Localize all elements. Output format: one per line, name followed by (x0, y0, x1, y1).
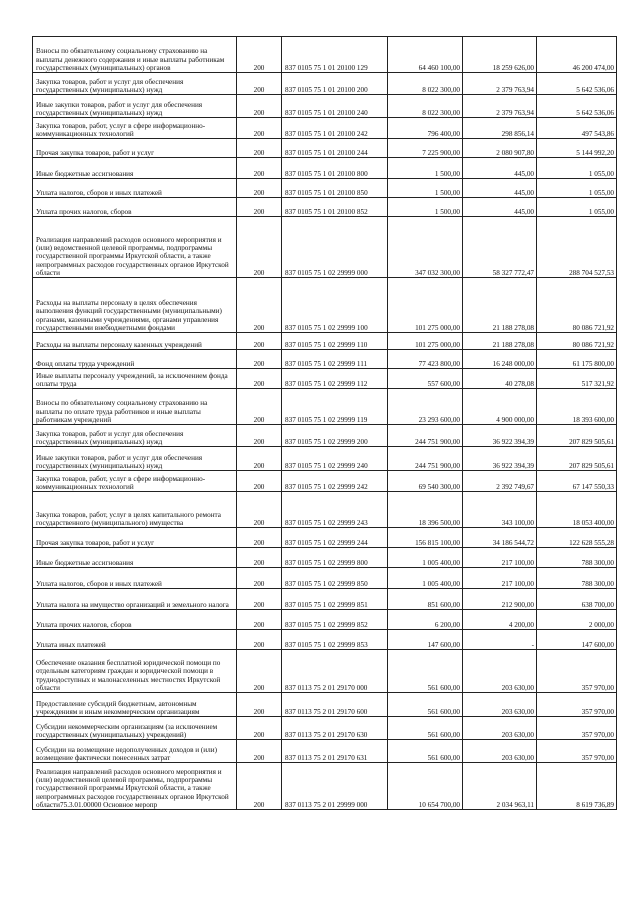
row-executed: 203 630,00 (463, 650, 537, 693)
row-approved: 10 654 700,00 (388, 763, 463, 810)
row-name: Предоставление субсидий бюджетным, автономным учреждениям и иным некоммерческим организациям (33, 693, 237, 717)
row-kbk: 837 0105 75 1 02 29999 853 (282, 630, 388, 650)
row-name: Реализация направлений расходов основного мероприятия и (или) ведомственной целевой программы, подпрограммы государственной программы Иркутской области, а также непрограммных расходов государственных органов Иркутской области (33, 217, 237, 278)
row-executed: 445,00 (463, 198, 537, 217)
table-row (33, 425, 617, 447)
row-name: Субсидии на возмещение недополученных доходов и (или) возмещение фактически понесенных затрат (33, 740, 237, 763)
table-row (33, 158, 617, 179)
row-code: 200 (237, 630, 282, 650)
row-remaining: 80 086 721,92 (537, 278, 617, 333)
row-executed: 21 188 278,08 (463, 333, 537, 350)
table-row (33, 528, 617, 548)
row-approved: 244 751 900,00 (388, 447, 463, 471)
row-executed: 343 100,00 (463, 492, 537, 528)
table-row (33, 548, 617, 568)
row-kbk: 837 0105 75 1 01 20100 800 (282, 158, 388, 179)
row-code: 200 (237, 389, 282, 425)
row-executed: 4 200,00 (463, 610, 537, 630)
row-remaining: 1 055,00 (537, 198, 617, 217)
table-row (33, 693, 617, 717)
table-row (33, 198, 617, 217)
row-code: 200 (237, 548, 282, 568)
row-code: 200 (237, 369, 282, 389)
row-approved: 147 600,00 (388, 630, 463, 650)
row-remaining: 46 200 474,00 (537, 37, 617, 73)
row-name: Расходы на выплаты персоналу в целях обеспечения выполнения функций государственными (муниципальными) органами, казенными учреждениями, органами управления государственными внебюджетными фондами (33, 278, 237, 333)
row-remaining: 788 300,00 (537, 568, 617, 589)
row-kbk: 837 0105 75 1 02 29999 243 (282, 492, 388, 528)
row-code: 200 (237, 528, 282, 548)
row-kbk: 837 0105 75 1 02 29999 112 (282, 369, 388, 389)
row-approved: 69 540 300,00 (388, 471, 463, 492)
row-code: 200 (237, 763, 282, 810)
row-executed: - (463, 630, 537, 650)
row-executed: 217 100,00 (463, 568, 537, 589)
row-approved: 6 200,00 (388, 610, 463, 630)
row-approved: 7 225 900,00 (388, 139, 463, 158)
row-executed: 212 900,00 (463, 589, 537, 610)
row-name: Прочая закупка товаров, работ и услуг (33, 528, 237, 548)
table-row (33, 650, 617, 693)
row-approved: 8 022 300,00 (388, 95, 463, 118)
row-executed: 2 034 963,11 (463, 763, 537, 810)
row-kbk: 837 0105 75 1 02 29999 242 (282, 471, 388, 492)
row-approved: 1 005 400,00 (388, 548, 463, 568)
row-kbk: 837 0105 75 1 01 20100 129 (282, 37, 388, 73)
row-remaining: 18 393 600,00 (537, 389, 617, 425)
row-approved: 1 500,00 (388, 158, 463, 179)
row-remaining: 288 704 527,53 (537, 217, 617, 278)
row-executed: 36 922 394,39 (463, 447, 537, 471)
row-code: 200 (237, 568, 282, 589)
row-remaining: 122 628 555,28 (537, 528, 617, 548)
table-row (33, 139, 617, 158)
row-name: Закупка товаров, работ, услуг в сфере информационно-коммуникационных технологий (33, 118, 237, 139)
row-code: 200 (237, 650, 282, 693)
row-remaining: 207 829 505,61 (537, 425, 617, 447)
table-row (33, 37, 617, 73)
row-kbk: 837 0113 75 2 01 29170 600 (282, 693, 388, 717)
table-row (33, 333, 617, 350)
row-approved: 101 275 000,00 (388, 333, 463, 350)
row-approved: 23 293 600,00 (388, 389, 463, 425)
row-remaining: 357 970,00 (537, 693, 617, 717)
row-code: 200 (237, 492, 282, 528)
table-row (33, 350, 617, 369)
row-code: 200 (237, 139, 282, 158)
row-name: Уплата прочих налогов, сборов (33, 610, 237, 630)
table-row (33, 389, 617, 425)
row-approved: 101 275 000,00 (388, 278, 463, 333)
row-executed: 34 186 544,72 (463, 528, 537, 548)
table-row (33, 492, 617, 528)
row-remaining: 357 970,00 (537, 650, 617, 693)
row-kbk: 837 0105 75 1 01 20100 200 (282, 73, 388, 95)
row-code: 200 (237, 693, 282, 717)
row-name: Обеспечение оказания бесплатной юридической помощи по отдельным категориям граждан и юридической помощи в труднодоступных и малонаселенных местностях Иркутской области (33, 650, 237, 693)
row-name: Уплата налога на имущество организаций и земельного налога (33, 589, 237, 610)
table-row (33, 73, 617, 95)
row-remaining: 80 086 721,92 (537, 333, 617, 350)
row-executed: 203 630,00 (463, 717, 537, 740)
row-code: 200 (237, 471, 282, 492)
row-name: Прочая закупка товаров, работ и услуг (33, 139, 237, 158)
table-row (33, 471, 617, 492)
table-row (33, 610, 617, 630)
row-approved: 18 396 500,00 (388, 492, 463, 528)
row-name: Фонд оплаты труда учреждений (33, 350, 237, 369)
row-code: 200 (237, 447, 282, 471)
row-executed: 18 259 626,00 (463, 37, 537, 73)
row-approved: 347 032 300,00 (388, 217, 463, 278)
row-remaining: 5 642 536,06 (537, 73, 617, 95)
row-executed: 2 379 763,94 (463, 95, 537, 118)
row-name: Реализация направлений расходов основного мероприятия и (или) ведомственной целевой программы, подпрограммы государственной программы Иркутской области, а также непрограммных расходов государственных органов Иркутской области75.3.01.00000 Основное меропр (33, 763, 237, 810)
table-row (33, 568, 617, 589)
row-approved: 156 815 100,00 (388, 528, 463, 548)
row-name: Взносы по обязательному социальному страхованию на выплаты по оплате труда работников и иные выплаты работникам учреждений (33, 389, 237, 425)
row-kbk: 837 0105 75 1 02 29999 851 (282, 589, 388, 610)
row-kbk: 837 0105 75 1 02 29999 100 (282, 278, 388, 333)
row-name: Взносы по обязательному социальному страхованию на выплаты денежного содержания и иные выплаты работникам государственных (муниципальных) органов (33, 37, 237, 73)
row-remaining: 1 055,00 (537, 158, 617, 179)
row-kbk: 837 0105 75 1 02 29999 111 (282, 350, 388, 369)
row-executed: 2 379 763,94 (463, 73, 537, 95)
table-row (33, 717, 617, 740)
row-executed: 16 248 000,00 (463, 350, 537, 369)
row-code: 200 (237, 179, 282, 198)
row-name: Закупка товаров, работ, услуг в сфере информационно-коммуникационных технологий (33, 471, 237, 492)
table-row (33, 763, 617, 810)
row-code: 200 (237, 198, 282, 217)
row-executed: 445,00 (463, 158, 537, 179)
row-executed: 4 900 000,00 (463, 389, 537, 425)
row-name: Расходы на выплаты персоналу казенных учреждений (33, 333, 237, 350)
row-name: Иные закупки товаров, работ и услуг для обеспечения государственных (муниципальных) нужд (33, 95, 237, 118)
row-executed: 203 630,00 (463, 740, 537, 763)
table-row (33, 278, 617, 333)
row-executed: 21 188 278,08 (463, 278, 537, 333)
row-code: 200 (237, 717, 282, 740)
row-name: Иные закупки товаров, работ и услуг для обеспечения государственных (муниципальных) нужд (33, 447, 237, 471)
row-kbk: 837 0113 75 2 01 29170 000 (282, 650, 388, 693)
row-executed: 2 392 749,67 (463, 471, 537, 492)
row-remaining: 67 147 550,33 (537, 471, 617, 492)
row-remaining: 61 175 800,00 (537, 350, 617, 369)
row-remaining: 497 543,86 (537, 118, 617, 139)
table-row (33, 369, 617, 389)
row-code: 200 (237, 118, 282, 139)
row-kbk: 837 0105 75 1 02 29999 244 (282, 528, 388, 548)
row-kbk: 837 0105 75 1 01 20100 852 (282, 198, 388, 217)
row-name: Иные бюджетные ассигнования (33, 548, 237, 568)
row-code: 200 (237, 589, 282, 610)
row-remaining: 1 055,00 (537, 179, 617, 198)
table-row (33, 447, 617, 471)
row-kbk: 837 0105 75 1 02 29999 800 (282, 548, 388, 568)
row-approved: 64 460 100,00 (388, 37, 463, 73)
row-remaining: 147 600,00 (537, 630, 617, 650)
row-remaining: 207 829 505,61 (537, 447, 617, 471)
row-code: 200 (237, 610, 282, 630)
row-remaining: 2 000,00 (537, 610, 617, 630)
row-approved: 1 500,00 (388, 179, 463, 198)
row-code: 200 (237, 425, 282, 447)
row-approved: 1 005 400,00 (388, 568, 463, 589)
row-code: 200 (237, 95, 282, 118)
table-row (33, 118, 617, 139)
row-executed: 445,00 (463, 179, 537, 198)
row-kbk: 837 0105 75 1 02 29999 000 (282, 217, 388, 278)
row-executed: 36 922 394,39 (463, 425, 537, 447)
row-name: Уплата прочих налогов, сборов (33, 198, 237, 217)
row-kbk: 837 0105 75 1 02 29999 119 (282, 389, 388, 425)
row-code: 200 (237, 350, 282, 369)
row-approved: 561 600,00 (388, 717, 463, 740)
row-code: 200 (237, 73, 282, 95)
row-executed: 2 080 907,80 (463, 139, 537, 158)
row-kbk: 837 0113 75 2 01 29170 630 (282, 717, 388, 740)
row-executed: 40 278,08 (463, 369, 537, 389)
row-approved: 1 500,00 (388, 198, 463, 217)
row-kbk: 837 0105 75 1 01 20100 240 (282, 95, 388, 118)
row-remaining: 517 321,92 (537, 369, 617, 389)
row-code: 200 (237, 333, 282, 350)
row-kbk: 837 0105 75 1 01 20100 242 (282, 118, 388, 139)
table-row (33, 630, 617, 650)
row-code: 200 (237, 740, 282, 763)
row-name: Уплата налогов, сборов и иных платежей (33, 179, 237, 198)
row-kbk: 837 0105 75 1 01 20100 850 (282, 179, 388, 198)
row-remaining: 5 642 536,06 (537, 95, 617, 118)
table-row (33, 217, 617, 278)
row-remaining: 5 144 992,20 (537, 139, 617, 158)
row-name: Уплата иных платежей (33, 630, 237, 650)
row-approved: 851 600,00 (388, 589, 463, 610)
row-remaining: 357 970,00 (537, 740, 617, 763)
row-kbk: 837 0105 75 1 01 20100 244 (282, 139, 388, 158)
row-approved: 8 022 300,00 (388, 73, 463, 95)
row-approved: 561 600,00 (388, 650, 463, 693)
row-code: 200 (237, 37, 282, 73)
row-remaining: 788 300,00 (537, 548, 617, 568)
row-name: Уплата налогов, сборов и иных платежей (33, 568, 237, 589)
row-kbk: 837 0105 75 1 02 29999 852 (282, 610, 388, 630)
table-row (33, 589, 617, 610)
row-kbk: 837 0113 75 2 01 29999 000 (282, 763, 388, 810)
row-name: Закупка товаров, работ и услуг для обеспечения государственных (муниципальных) нужд (33, 425, 237, 447)
row-remaining: 357 970,00 (537, 717, 617, 740)
row-code: 200 (237, 217, 282, 278)
row-approved: 244 751 900,00 (388, 425, 463, 447)
row-kbk: 837 0105 75 1 02 29999 240 (282, 447, 388, 471)
row-approved: 796 400,00 (388, 118, 463, 139)
table-row (33, 95, 617, 118)
row-code: 200 (237, 278, 282, 333)
row-kbk: 837 0105 75 1 02 29999 200 (282, 425, 388, 447)
row-approved: 77 423 800,00 (388, 350, 463, 369)
row-name: Закупка товаров, работ, услуг в целях капитального ремонта государственного (муниципального) имущества (33, 492, 237, 528)
row-remaining: 638 700,00 (537, 589, 617, 610)
row-kbk: 837 0105 75 1 02 29999 110 (282, 333, 388, 350)
budget-table (32, 36, 617, 810)
row-kbk: 837 0113 75 2 01 29170 631 (282, 740, 388, 763)
row-executed: 298 856,14 (463, 118, 537, 139)
row-executed: 203 630,00 (463, 693, 537, 717)
row-name: Субсидии некоммерческим организациям (за исключением государственных (муниципальных) учреждений) (33, 717, 237, 740)
row-approved: 561 600,00 (388, 693, 463, 717)
row-approved: 561 600,00 (388, 740, 463, 763)
row-name: Иные бюджетные ассигнования (33, 158, 237, 179)
row-kbk: 837 0105 75 1 02 29999 850 (282, 568, 388, 589)
row-name: Иные выплаты персоналу учреждений, за исключением фонда оплаты труда (33, 369, 237, 389)
table-row (33, 179, 617, 198)
row-code: 200 (237, 158, 282, 179)
row-name: Закупка товаров, работ и услуг для обеспечения государственных (муниципальных) нужд (33, 73, 237, 95)
table-row (33, 740, 617, 763)
row-remaining: 18 053 400,00 (537, 492, 617, 528)
row-executed: 58 327 772,47 (463, 217, 537, 278)
row-remaining: 8 619 736,89 (537, 763, 617, 810)
row-approved: 557 600,00 (388, 369, 463, 389)
row-executed: 217 100,00 (463, 548, 537, 568)
